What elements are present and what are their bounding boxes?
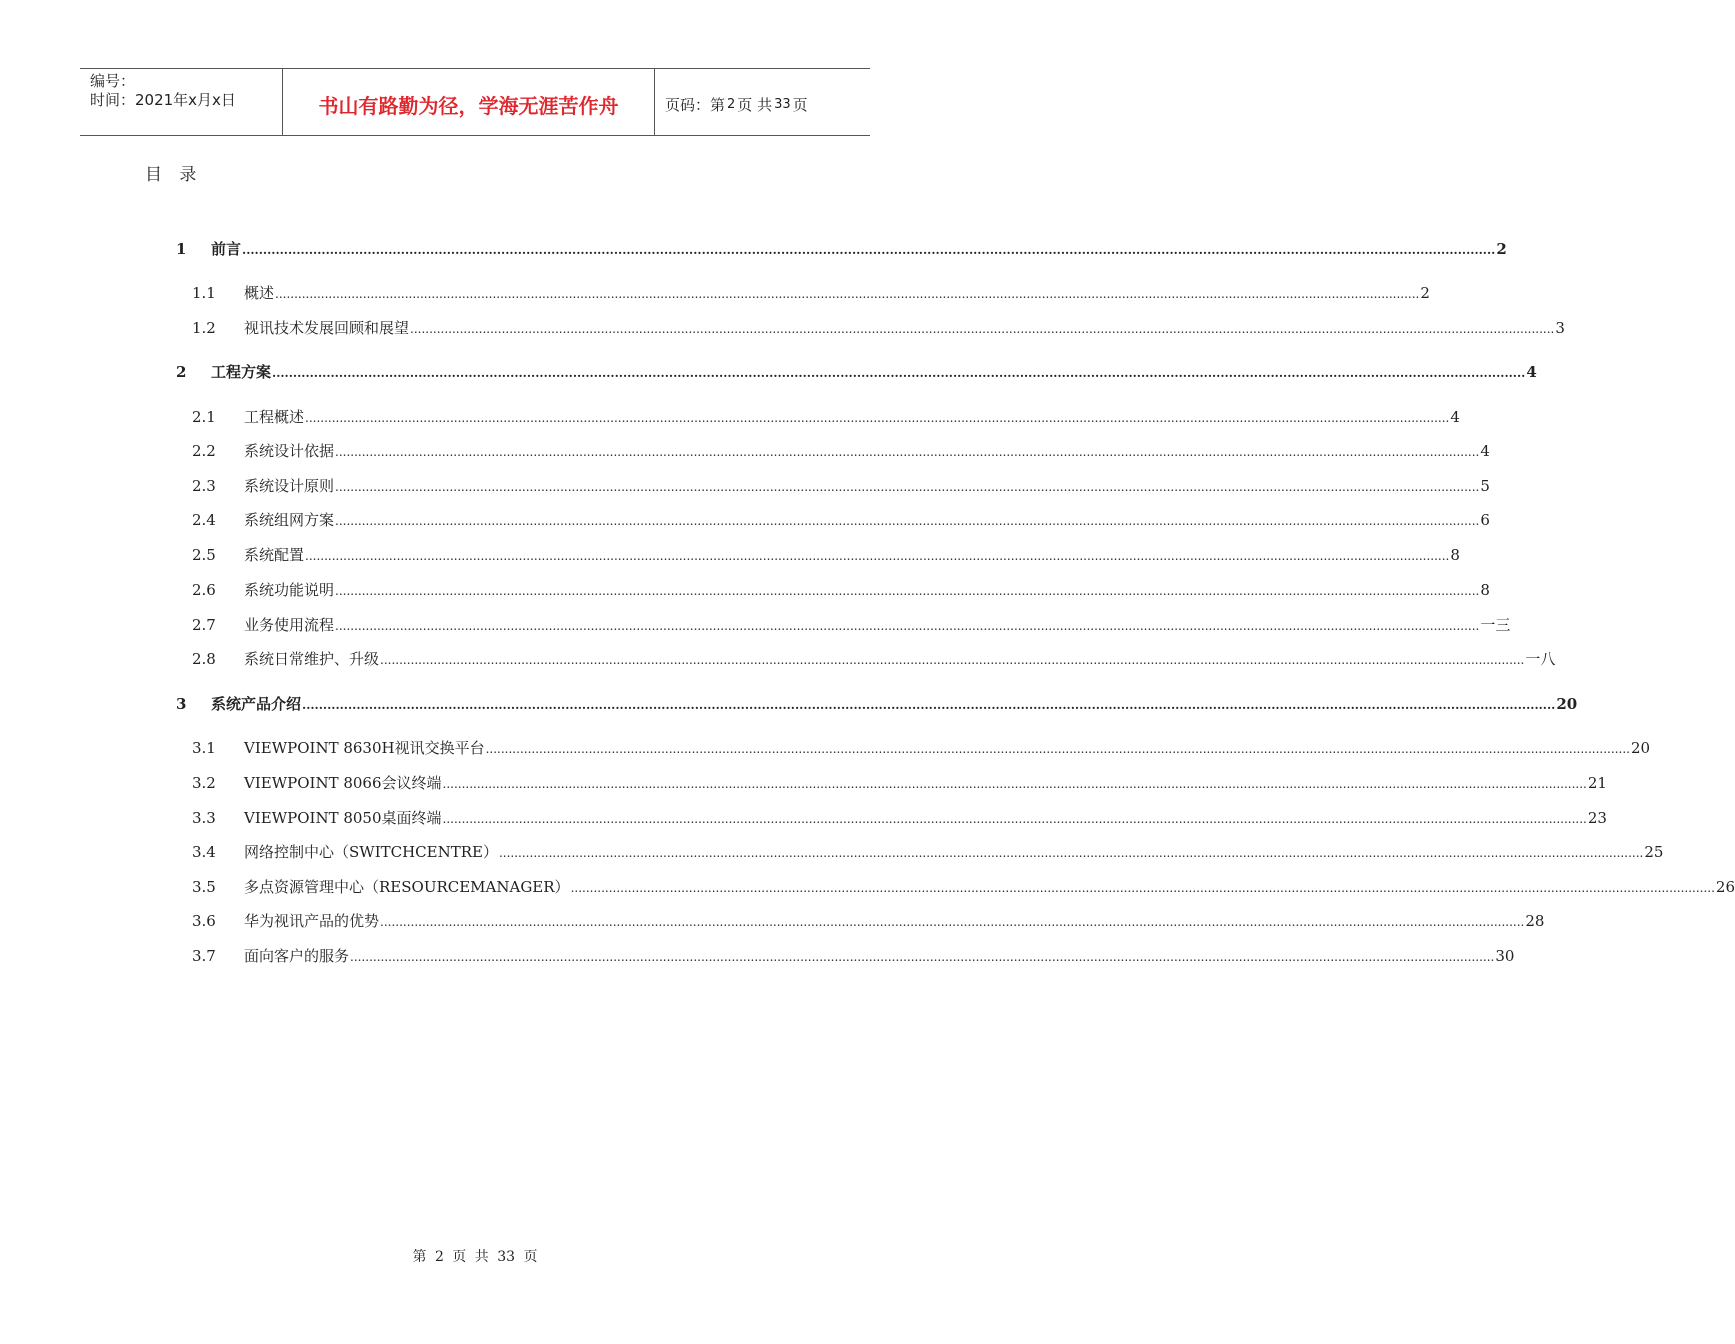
toc-entry-line (244, 876, 1735, 899)
toc-entry-number: 2 (176, 363, 187, 381)
toc-entry[interactable] (0, 910, 1545, 932)
toc-entry-page: 5 (1480, 477, 1490, 495)
toc-entry-line (244, 544, 1460, 567)
toc-entry-line (244, 737, 1651, 760)
toc-entry-title: VIEWPOINT 8050桌面终端 (244, 809, 442, 827)
toc-entry-page: 一八 (1525, 650, 1556, 668)
toc-dot-leader: ............................................................................................................................................................................................................................................................................................................ (272, 366, 1526, 380)
page-total: 33 (774, 96, 791, 112)
toc-dot-leader: ............................................................................................................................................................................................................................................................................................................ (410, 322, 1555, 336)
toc-entry[interactable] (0, 772, 1607, 794)
header-meta (80, 69, 282, 135)
toc-dot-leader: ............................................................................................................................................................................................................................................................................................................ (570, 881, 1715, 895)
toc-dot-leader: ............................................................................................................................................................................................................................................................................................................ (380, 915, 1525, 929)
toc-entry-number: 3.4 (192, 843, 216, 861)
toc-entry-title: 系统配置 (244, 546, 305, 564)
toc-entry-line (244, 614, 1511, 637)
toc-entry-line (244, 475, 1490, 498)
toc-entry-line (211, 238, 1507, 261)
toc-entry-number: 2.7 (192, 616, 216, 634)
toc-entry-title: 系统设计依据 (244, 442, 335, 460)
toc-entry-title: 业务使用流程 (244, 616, 335, 634)
toc-entry-number: 3.7 (192, 947, 216, 965)
toc-dot-leader: ............................................................................................................................................................................................................................................................................................................ (302, 698, 1556, 712)
toc-entry-line (244, 772, 1607, 795)
toc-dot-leader: ............................................................................................................................................................................................................................................................................................................ (380, 653, 1525, 667)
toc-entry-title: 系统日常维护、升级 (244, 650, 380, 668)
toc-entry-line (211, 693, 1578, 716)
toc-entry-number: 2.1 (192, 408, 216, 426)
toc-entry-title: 视讯技术发展回顾和展望 (244, 319, 410, 337)
toc-entry-title: 工程概述 (244, 408, 305, 426)
toc-entry[interactable] (0, 737, 1651, 759)
toc-entry[interactable] (0, 876, 1735, 898)
toc-entry-number: 3.5 (192, 878, 216, 896)
toc-entry-line (244, 807, 1607, 830)
toc-dot-leader: ............................................................................................................................................................................................................................................................................................................ (335, 584, 1480, 598)
toc-entry[interactable] (0, 475, 1490, 497)
toc-dot-leader: ............................................................................................................................................................................................................................................................................................................ (242, 243, 1496, 257)
toc-entry-title: 系统产品介绍 (211, 695, 302, 713)
toc-entry-page: 8 (1480, 581, 1490, 599)
toc-dot-leader: ............................................................................................................................................................................................................................................................................................................ (335, 480, 1480, 494)
toc-entry-page: 25 (1644, 843, 1664, 861)
toc-entry-title: 概述 (244, 284, 275, 302)
toc-entry-number: 3.2 (192, 774, 216, 792)
document-number-label: 编号： (90, 72, 136, 90)
header-slogan: 书山有路勤为径，学海无涯苦作舟 (282, 69, 655, 135)
toc-entry-title: 华为视讯产品的优势 (244, 912, 380, 930)
toc-dot-leader: ............................................................................................................................................................................................................................................................................................................ (442, 777, 1587, 791)
toc-entry-page: 4 (1450, 408, 1460, 426)
toc-entry-page: 6 (1480, 511, 1490, 529)
toc-entry[interactable] (0, 614, 1511, 636)
toc-dot-leader: ............................................................................................................................................................................................................................................................................................................ (335, 619, 1480, 633)
toc-entry-page: 3 (1555, 319, 1565, 337)
toc-entry-line (244, 282, 1430, 305)
toc-entry[interactable] (0, 841, 1664, 863)
toc-entry[interactable] (0, 544, 1460, 566)
toc-entry-line (244, 509, 1490, 532)
toc-entry-number: 1.2 (192, 319, 216, 337)
toc-entry[interactable] (0, 509, 1490, 531)
toc-entry-number: 3.6 (192, 912, 216, 930)
header-page-info (655, 69, 870, 135)
toc-entry-line (244, 945, 1515, 968)
toc-entry[interactable] (0, 406, 1460, 428)
toc-entry-page: 一三 (1480, 616, 1511, 634)
toc-entry-page: 8 (1450, 546, 1460, 564)
document-time-label: 时间：2021年x月x日 (90, 91, 236, 109)
toc-entry-title: 前言 (211, 240, 242, 258)
toc-entry[interactable] (0, 361, 1537, 383)
toc-entry-title: 多点资源管理中心（RESOURCEMANAGER） (244, 878, 570, 896)
toc-dot-leader: ............................................................................................................................................................................................................................................................................................................ (335, 445, 1480, 459)
toc-entry[interactable] (0, 807, 1607, 829)
toc-dot-leader: ............................................................................................................................................................................................................................................................................................................ (335, 514, 1480, 528)
toc-entry-number: 2.5 (192, 546, 216, 564)
toc-entry[interactable] (0, 317, 1565, 339)
toc-entry-line (244, 406, 1460, 429)
toc-dot-leader: ............................................................................................................................................................................................................................................................................................................ (498, 846, 1644, 860)
toc-entry[interactable] (0, 238, 1507, 260)
toc-entry[interactable] (0, 693, 1578, 715)
toc-entry-number: 2.4 (192, 511, 216, 529)
toc-entry-page: 21 (1587, 774, 1607, 792)
toc-entry-page: 2 (1420, 284, 1430, 302)
toc-entry-line (244, 317, 1565, 340)
page-footer: 第 2 页 共 33 页 (412, 1249, 538, 1265)
toc-entry-number: 2.6 (192, 581, 216, 599)
toc-dot-leader: ............................................................................................................................................................................................................................................................................................................ (442, 812, 1587, 826)
toc-entry-number: 3.3 (192, 809, 216, 827)
page-number: 2 (727, 96, 736, 112)
toc-entry-number: 2.2 (192, 442, 216, 460)
toc-entry-title: 面向客户的服务 (244, 947, 350, 965)
toc-entry-title: 网络控制中心（SWITCHCENTRE） (244, 843, 498, 861)
toc-entry-line (244, 841, 1664, 864)
toc-entry-title: 系统组网方案 (244, 511, 335, 529)
toc-entry[interactable] (0, 440, 1490, 462)
toc-title: 目 录 (145, 165, 203, 185)
toc-entry-number: 2.8 (192, 650, 216, 668)
toc-entry[interactable] (0, 648, 1556, 670)
toc-entry-page: 2 (1496, 240, 1507, 258)
toc-entry-title: 系统设计原则 (244, 477, 335, 495)
page-prefix: 页码：第 (665, 95, 726, 114)
toc-entry[interactable] (0, 945, 1515, 967)
toc-entry-page: 30 (1495, 947, 1515, 965)
toc-entry-line (244, 579, 1490, 602)
toc-entry-title: 系统功能说明 (244, 581, 335, 599)
toc-entry-page: 4 (1480, 442, 1490, 460)
page-header (80, 68, 870, 136)
toc-entry-page: 20 (1556, 695, 1578, 713)
toc-entry-page: 26 (1715, 878, 1735, 896)
toc-entry-page: 23 (1587, 809, 1607, 827)
toc-entry-number: 1 (176, 240, 187, 258)
toc-entry[interactable] (0, 579, 1490, 601)
toc-dot-leader: ............................................................................................................................................................................................................................................................................................................ (305, 549, 1450, 563)
toc-entry-line (244, 910, 1545, 933)
toc-entry-line (244, 440, 1490, 463)
page-suffix: 页 (792, 95, 808, 114)
toc-entry-title: 工程方案 (211, 363, 272, 381)
toc-entry[interactable] (0, 282, 1430, 304)
toc-entry-number: 2.3 (192, 477, 216, 495)
toc-entry-line (244, 648, 1556, 671)
toc-entry-number: 3.1 (192, 739, 216, 757)
toc-entry-page: 4 (1526, 363, 1537, 381)
toc-dot-leader: ............................................................................................................................................................................................................................................................................................................ (305, 411, 1450, 425)
toc-entry-number: 1.1 (192, 284, 216, 302)
toc-dot-leader: ............................................................................................................................................................................................................................................................................................................ (275, 287, 1420, 301)
toc-entry-page: 28 (1525, 912, 1545, 930)
toc-entry-page: 20 (1630, 739, 1651, 757)
toc-dot-leader: ............................................................................................................................................................................................................................................................................................................ (485, 742, 1630, 756)
toc-entry-number: 3 (176, 695, 187, 713)
toc-entry-title: VIEWPOINT 8066会议终端 (244, 774, 442, 792)
toc-entry-title: VIEWPOINT 8630H视讯交换平台 (244, 739, 485, 757)
toc-dot-leader: ............................................................................................................................................................................................................................................................................................................ (350, 950, 1495, 964)
toc-entry-line (211, 361, 1537, 384)
page-mid: 页 共 (737, 95, 773, 114)
